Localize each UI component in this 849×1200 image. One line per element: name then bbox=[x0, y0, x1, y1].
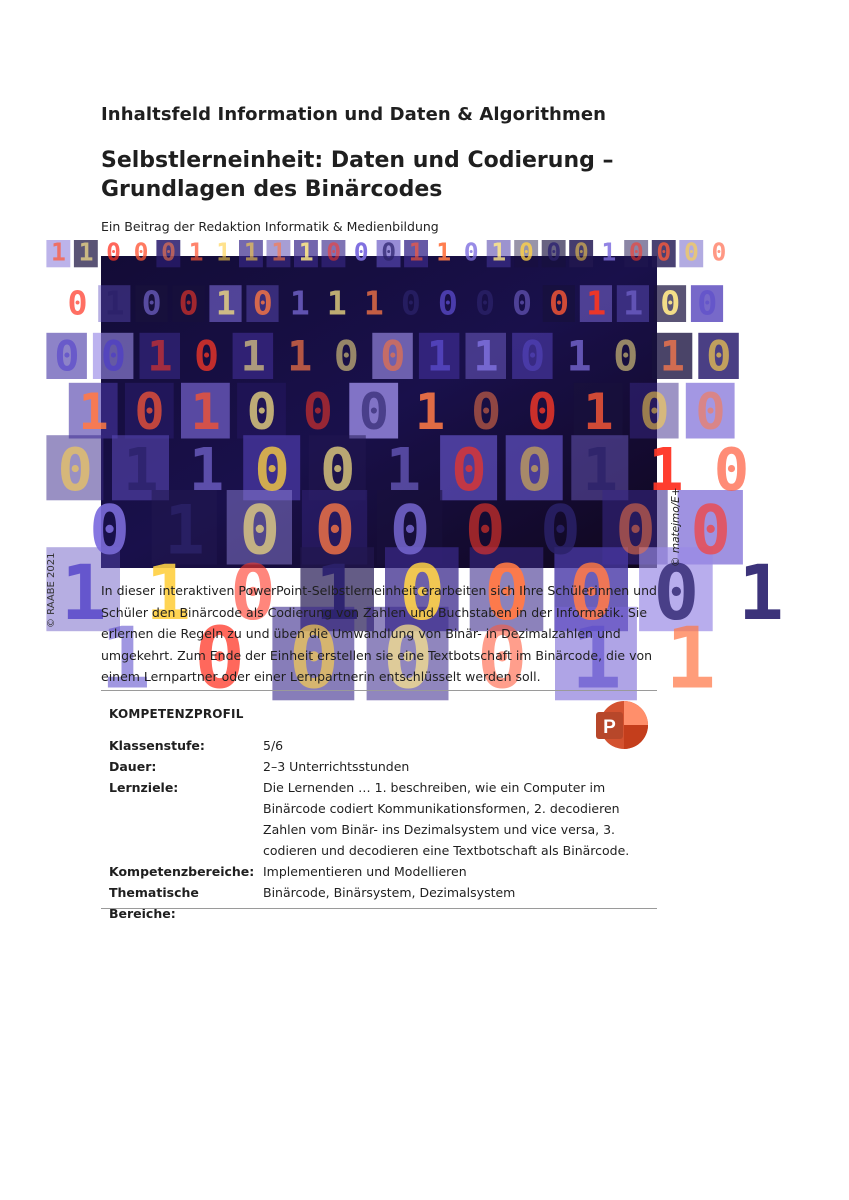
svg-text:0: 0 bbox=[326, 237, 342, 267]
svg-text:0: 0 bbox=[54, 331, 80, 381]
svg-text:0: 0 bbox=[484, 548, 530, 638]
svg-text:0: 0 bbox=[695, 382, 726, 442]
svg-text:1: 1 bbox=[240, 331, 266, 381]
svg-text:0: 0 bbox=[437, 283, 458, 323]
svg-text:0: 0 bbox=[475, 283, 496, 323]
svg-text:0: 0 bbox=[518, 237, 534, 267]
kp-row-lernziele: Lernziele: Die Lernenden … 1. beschreiben, wie ein Computer im Binärcode codiert Kommunikationsformen, 2. decodieren Zahlen vom Binär- ins Dezimalsystem und vice versa, 3. codieren und decodieren eine Textbotschaft als Binärcode. bbox=[109, 780, 630, 858]
svg-text:1: 1 bbox=[100, 609, 151, 708]
svg-text:0: 0 bbox=[660, 283, 681, 323]
svg-text:0: 0 bbox=[690, 490, 732, 570]
svg-text:0: 0 bbox=[100, 331, 126, 381]
kompetenzprofil-table bbox=[109, 735, 654, 924]
svg-text:0: 0 bbox=[520, 331, 546, 381]
svg-text:1: 1 bbox=[601, 237, 617, 267]
kp-row-kompetenzbereiche: Kompetenzbereiche: Implementieren und Modellieren bbox=[109, 864, 467, 879]
svg-text:0: 0 bbox=[399, 548, 446, 638]
divider bbox=[101, 908, 657, 909]
svg-text:1: 1 bbox=[188, 237, 204, 267]
svg-text:1: 1 bbox=[78, 237, 94, 267]
copyright-notice: © RAABE 2021 bbox=[46, 552, 57, 628]
svg-text:1: 1 bbox=[298, 237, 314, 267]
svg-text:0: 0 bbox=[568, 548, 615, 638]
svg-text:0: 0 bbox=[134, 382, 165, 442]
svg-text:0: 0 bbox=[463, 237, 479, 267]
svg-text:0: 0 bbox=[697, 283, 718, 323]
svg-text:0: 0 bbox=[314, 490, 356, 570]
intro-paragraph: In dieser interaktiven PowerPoint-Selbstlerneinheit erarbeiten sich Ihre Schülerinnen und Schüler den Binärcode als Codierung von Zahlen und Buchstaben in der Informatik. Sie erlernen die Regeln zu und üben die Umwandlung von Binär- in Dezimalzahlen und umgekehrt. Zum Ende der Einheit erstellen sie eine Textbotschaft im Binärcode, die von einem Lernpartner oder einer Lernpartnerin entschlüsselt werden soll. bbox=[101, 583, 657, 684]
svg-text:1: 1 bbox=[243, 237, 259, 267]
svg-text:0: 0 bbox=[381, 237, 397, 267]
svg-text:1: 1 bbox=[289, 283, 310, 323]
svg-text:0: 0 bbox=[246, 382, 277, 442]
svg-text:0: 0 bbox=[302, 382, 333, 442]
svg-text:0: 0 bbox=[141, 283, 162, 323]
svg-text:1: 1 bbox=[665, 609, 717, 708]
svg-text:0: 0 bbox=[230, 548, 276, 638]
svg-text:1: 1 bbox=[188, 435, 225, 505]
svg-text:0: 0 bbox=[512, 283, 533, 323]
svg-text:0: 0 bbox=[639, 382, 670, 442]
section-title: Inhaltsfeld Information und Daten & Algorithmen bbox=[101, 104, 607, 125]
svg-text:1: 1 bbox=[363, 283, 384, 323]
svg-text:1: 1 bbox=[408, 237, 424, 267]
svg-text:0: 0 bbox=[239, 490, 281, 570]
svg-text:1: 1 bbox=[123, 435, 159, 505]
svg-text:0: 0 bbox=[254, 435, 290, 505]
svg-text:0: 0 bbox=[476, 609, 528, 708]
svg-text:1: 1 bbox=[586, 283, 607, 323]
svg-text:P: P bbox=[603, 717, 616, 738]
svg-text:1: 1 bbox=[414, 382, 446, 442]
svg-text:0: 0 bbox=[451, 435, 487, 505]
svg-text:1: 1 bbox=[583, 382, 614, 442]
svg-text:0: 0 bbox=[711, 237, 727, 267]
svg-text:0: 0 bbox=[358, 382, 390, 442]
svg-text:0: 0 bbox=[382, 609, 434, 708]
svg-text:1: 1 bbox=[78, 382, 109, 442]
svg-text:0: 0 bbox=[252, 283, 273, 323]
svg-text:1: 1 bbox=[164, 490, 205, 570]
svg-text:0: 0 bbox=[106, 237, 121, 267]
svg-text:1: 1 bbox=[51, 237, 66, 267]
svg-text:0: 0 bbox=[194, 609, 246, 708]
svg-text:1: 1 bbox=[216, 237, 232, 267]
svg-text:0: 0 bbox=[57, 435, 93, 505]
svg-text:0: 0 bbox=[89, 490, 130, 570]
svg-text:0: 0 bbox=[713, 435, 750, 505]
svg-text:1: 1 bbox=[145, 548, 192, 638]
svg-text:0: 0 bbox=[471, 382, 502, 442]
svg-text:1: 1 bbox=[326, 283, 347, 323]
photo-credit: © matejmo/E+ bbox=[670, 487, 682, 567]
kp-row-klassenstufe: Klassenstufe: 5/6 bbox=[109, 738, 284, 753]
svg-text:1: 1 bbox=[571, 609, 622, 708]
svg-text:0: 0 bbox=[353, 237, 369, 267]
svg-text:0: 0 bbox=[549, 283, 570, 323]
svg-text:0: 0 bbox=[389, 490, 431, 570]
svg-text:0: 0 bbox=[546, 237, 562, 267]
svg-text:1: 1 bbox=[473, 331, 499, 381]
svg-text:1: 1 bbox=[271, 237, 287, 267]
svg-text:1: 1 bbox=[147, 331, 173, 381]
svg-text:1: 1 bbox=[623, 283, 644, 323]
svg-text:1: 1 bbox=[648, 435, 684, 505]
kompetenzprofil-heading: KOMPETENZPROFIL bbox=[109, 707, 244, 721]
svg-text:0: 0 bbox=[684, 237, 699, 267]
svg-text:1: 1 bbox=[426, 331, 452, 381]
svg-text:1: 1 bbox=[215, 283, 236, 323]
svg-text:0: 0 bbox=[628, 237, 644, 267]
svg-text:0: 0 bbox=[133, 237, 149, 267]
svg-text:0: 0 bbox=[527, 382, 558, 442]
svg-text:0: 0 bbox=[333, 331, 359, 381]
svg-text:1: 1 bbox=[60, 548, 107, 638]
svg-text:0: 0 bbox=[615, 490, 656, 570]
svg-text:0: 0 bbox=[194, 331, 220, 381]
svg-text:1: 1 bbox=[104, 283, 125, 323]
svg-text:0: 0 bbox=[656, 237, 672, 267]
svg-text:0: 0 bbox=[573, 237, 589, 267]
svg-text:1: 1 bbox=[287, 331, 313, 381]
svg-text:1: 1 bbox=[190, 382, 221, 442]
svg-text:0: 0 bbox=[540, 490, 581, 570]
svg-text:1: 1 bbox=[582, 435, 618, 505]
divider bbox=[101, 690, 657, 691]
svg-text:1: 1 bbox=[738, 548, 784, 638]
svg-text:0: 0 bbox=[288, 609, 340, 708]
svg-text:0: 0 bbox=[320, 435, 356, 505]
svg-text:1: 1 bbox=[566, 331, 592, 381]
svg-text:1: 1 bbox=[385, 435, 422, 505]
svg-text:1: 1 bbox=[314, 548, 361, 638]
byline: Ein Beitrag der Redaktion Informatik & Medienbildung bbox=[101, 219, 439, 234]
svg-text:0: 0 bbox=[516, 435, 553, 505]
svg-text:0: 0 bbox=[653, 548, 700, 638]
svg-text:0: 0 bbox=[67, 283, 88, 323]
svg-text:0: 0 bbox=[706, 331, 732, 381]
svg-text:0: 0 bbox=[178, 283, 199, 323]
kp-row-thematische-bereiche: Thematische Bereiche: Binärcode, Binärsystem, Dezimalsystem bbox=[109, 885, 516, 921]
svg-text:1: 1 bbox=[659, 331, 685, 381]
svg-text:1: 1 bbox=[436, 237, 452, 267]
kp-row-dauer: Dauer: 2–3 Unterrichtsstunden bbox=[109, 759, 410, 774]
svg-text:0: 0 bbox=[161, 237, 176, 267]
svg-text:0: 0 bbox=[464, 490, 506, 570]
svg-text:1: 1 bbox=[491, 237, 507, 267]
svg-text:0: 0 bbox=[400, 283, 421, 323]
page-title: Selbstlerneinheit: Daten und Codierung – Grundlagen des Binärcodes bbox=[101, 148, 614, 202]
svg-text:0: 0 bbox=[380, 331, 406, 381]
svg-text:0: 0 bbox=[613, 331, 639, 381]
